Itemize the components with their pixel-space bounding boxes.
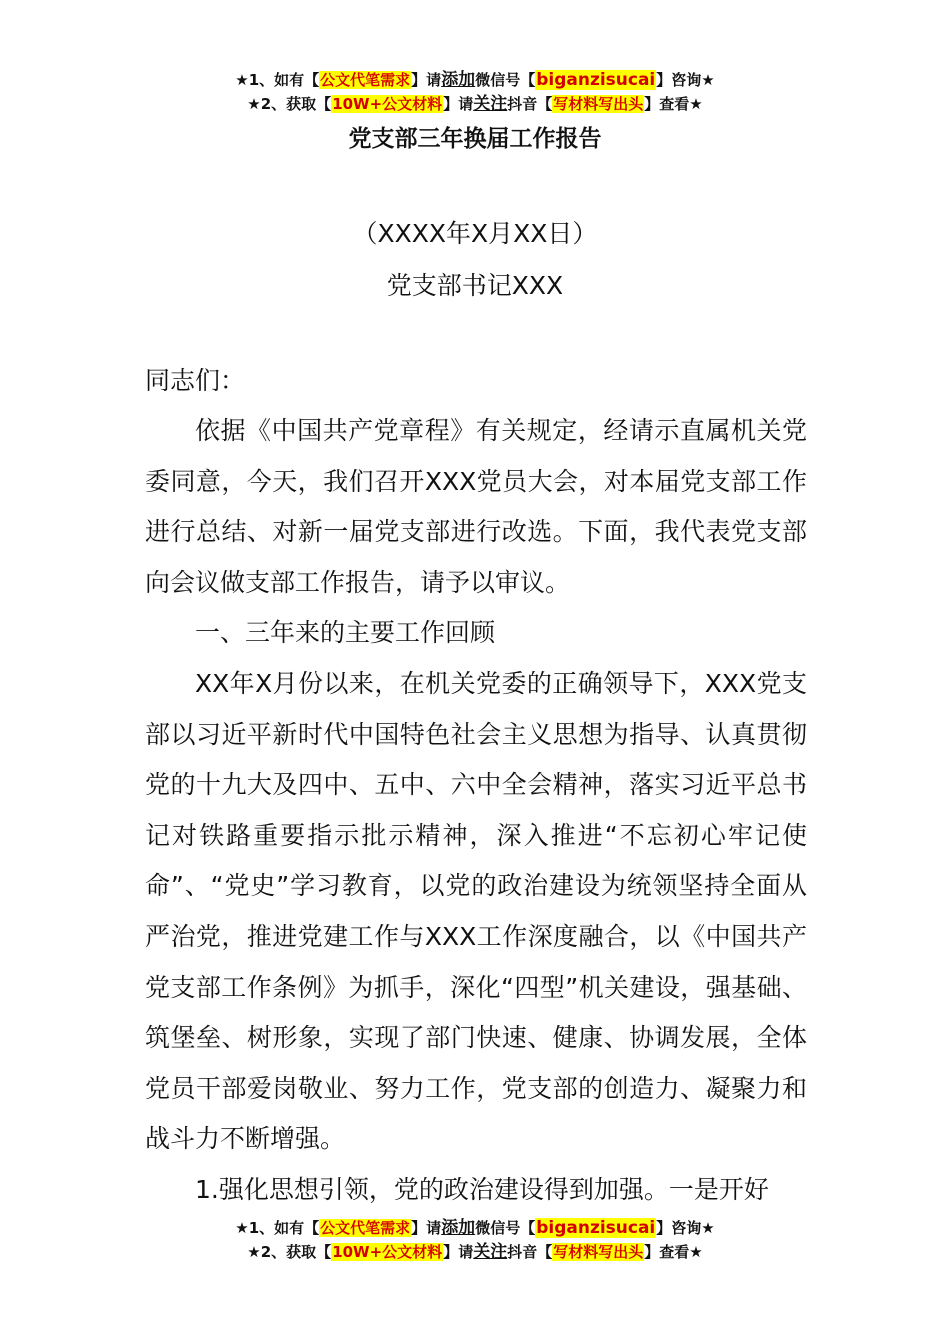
banner-text: 】请	[443, 95, 474, 113]
salutation: 同志们：	[145, 366, 246, 395]
banner-text: 】请	[411, 71, 442, 89]
salutation-block	[145, 356, 807, 407]
banner-text: 微信号【	[475, 71, 536, 89]
banner-text: ★2、获取【	[247, 1243, 332, 1261]
banner-highlight: 10W+公文材料	[332, 95, 443, 113]
paragraph: 依据《中国共产党章程》有关规定，经请示直属机关党委同意，今天，我们召开XXX党员大会，对本届党支部工作进行总结、对新一届党支部进行改选。下面，我代表党支部向会议做支部工作报告，请予以审议。	[145, 416, 807, 597]
paragraph: 1.强化思想引领，党的政治建设得到加强。一是开好	[195, 1174, 769, 1204]
banner-text: ★2、获取【	[247, 95, 332, 113]
banner-highlight: 写材料写出头	[553, 1243, 644, 1261]
banner-highlight: biganzisucai	[536, 70, 656, 90]
banner-text: 抖音【	[507, 95, 553, 113]
banner-line-1	[0, 1216, 950, 1240]
paragraph: XX年X月份以来，在机关党委的正确领导下，XXX党支部以习近平新时代中国特色社会主义思想为指导、认真贯彻党的十九大及四中、五中、六中全会精神，落实习近平总书记对铁路重要指示批示精神，深入推进“不忘初心牢记使命”、“党史”学习教育，以党的政治建设为统领坚持全面从严治党，推进党建工作与XXX工作深度融合，以《中国共产党支部工作条例》为抓手，深化“四型”机关建设，强基础、筑堡垒、树形象，实现了部门快速、健康、协调发展，全体党员干部爱岗敬业、努力工作，党支部的创造力、凝聚力和战斗力不断增强。	[145, 668, 807, 1154]
banner-highlight: 公文代笔需求	[320, 1219, 411, 1237]
banner-line-1	[0, 68, 950, 92]
banner-underlined: 关注	[473, 1242, 508, 1262]
banner-text: 】请	[443, 1243, 474, 1261]
document-author: 党支部书记XXX	[386, 271, 564, 300]
banner-text: ★1、如有【	[235, 71, 320, 89]
banner-highlight: 10W+公文材料	[332, 1243, 443, 1261]
banner-text: ★1、如有【	[235, 1219, 320, 1237]
banner-underlined: 添加	[441, 70, 476, 90]
banner-underlined: 关注	[473, 94, 508, 114]
banner-text: 】请	[411, 1219, 442, 1237]
banner-highlight: 公文代笔需求	[320, 71, 411, 89]
banner-text: 抖音【	[507, 1243, 553, 1261]
banner-text: 】咨询★	[656, 1219, 715, 1237]
document-title: 党支部三年换届工作报告	[348, 126, 602, 152]
banner-text: 微信号【	[475, 1219, 536, 1237]
banner-line-2	[0, 92, 950, 116]
banner-text: 】咨询★	[656, 71, 715, 89]
section-heading: 一、三年来的主要工作回顾	[195, 618, 496, 648]
banner-text: 】查看★	[644, 1243, 703, 1261]
header-banner	[0, 68, 950, 116]
banner-underlined: 添加	[441, 1218, 476, 1238]
footer-banner	[0, 1216, 950, 1264]
document-date: （XXXX年X月XX日）	[352, 219, 598, 248]
banner-line-2	[0, 1240, 950, 1264]
document-body	[145, 406, 807, 1216]
banner-text: 】查看★	[644, 95, 703, 113]
banner-highlight: 写材料写出头	[553, 95, 644, 113]
banner-highlight: biganzisucai	[536, 1218, 656, 1238]
